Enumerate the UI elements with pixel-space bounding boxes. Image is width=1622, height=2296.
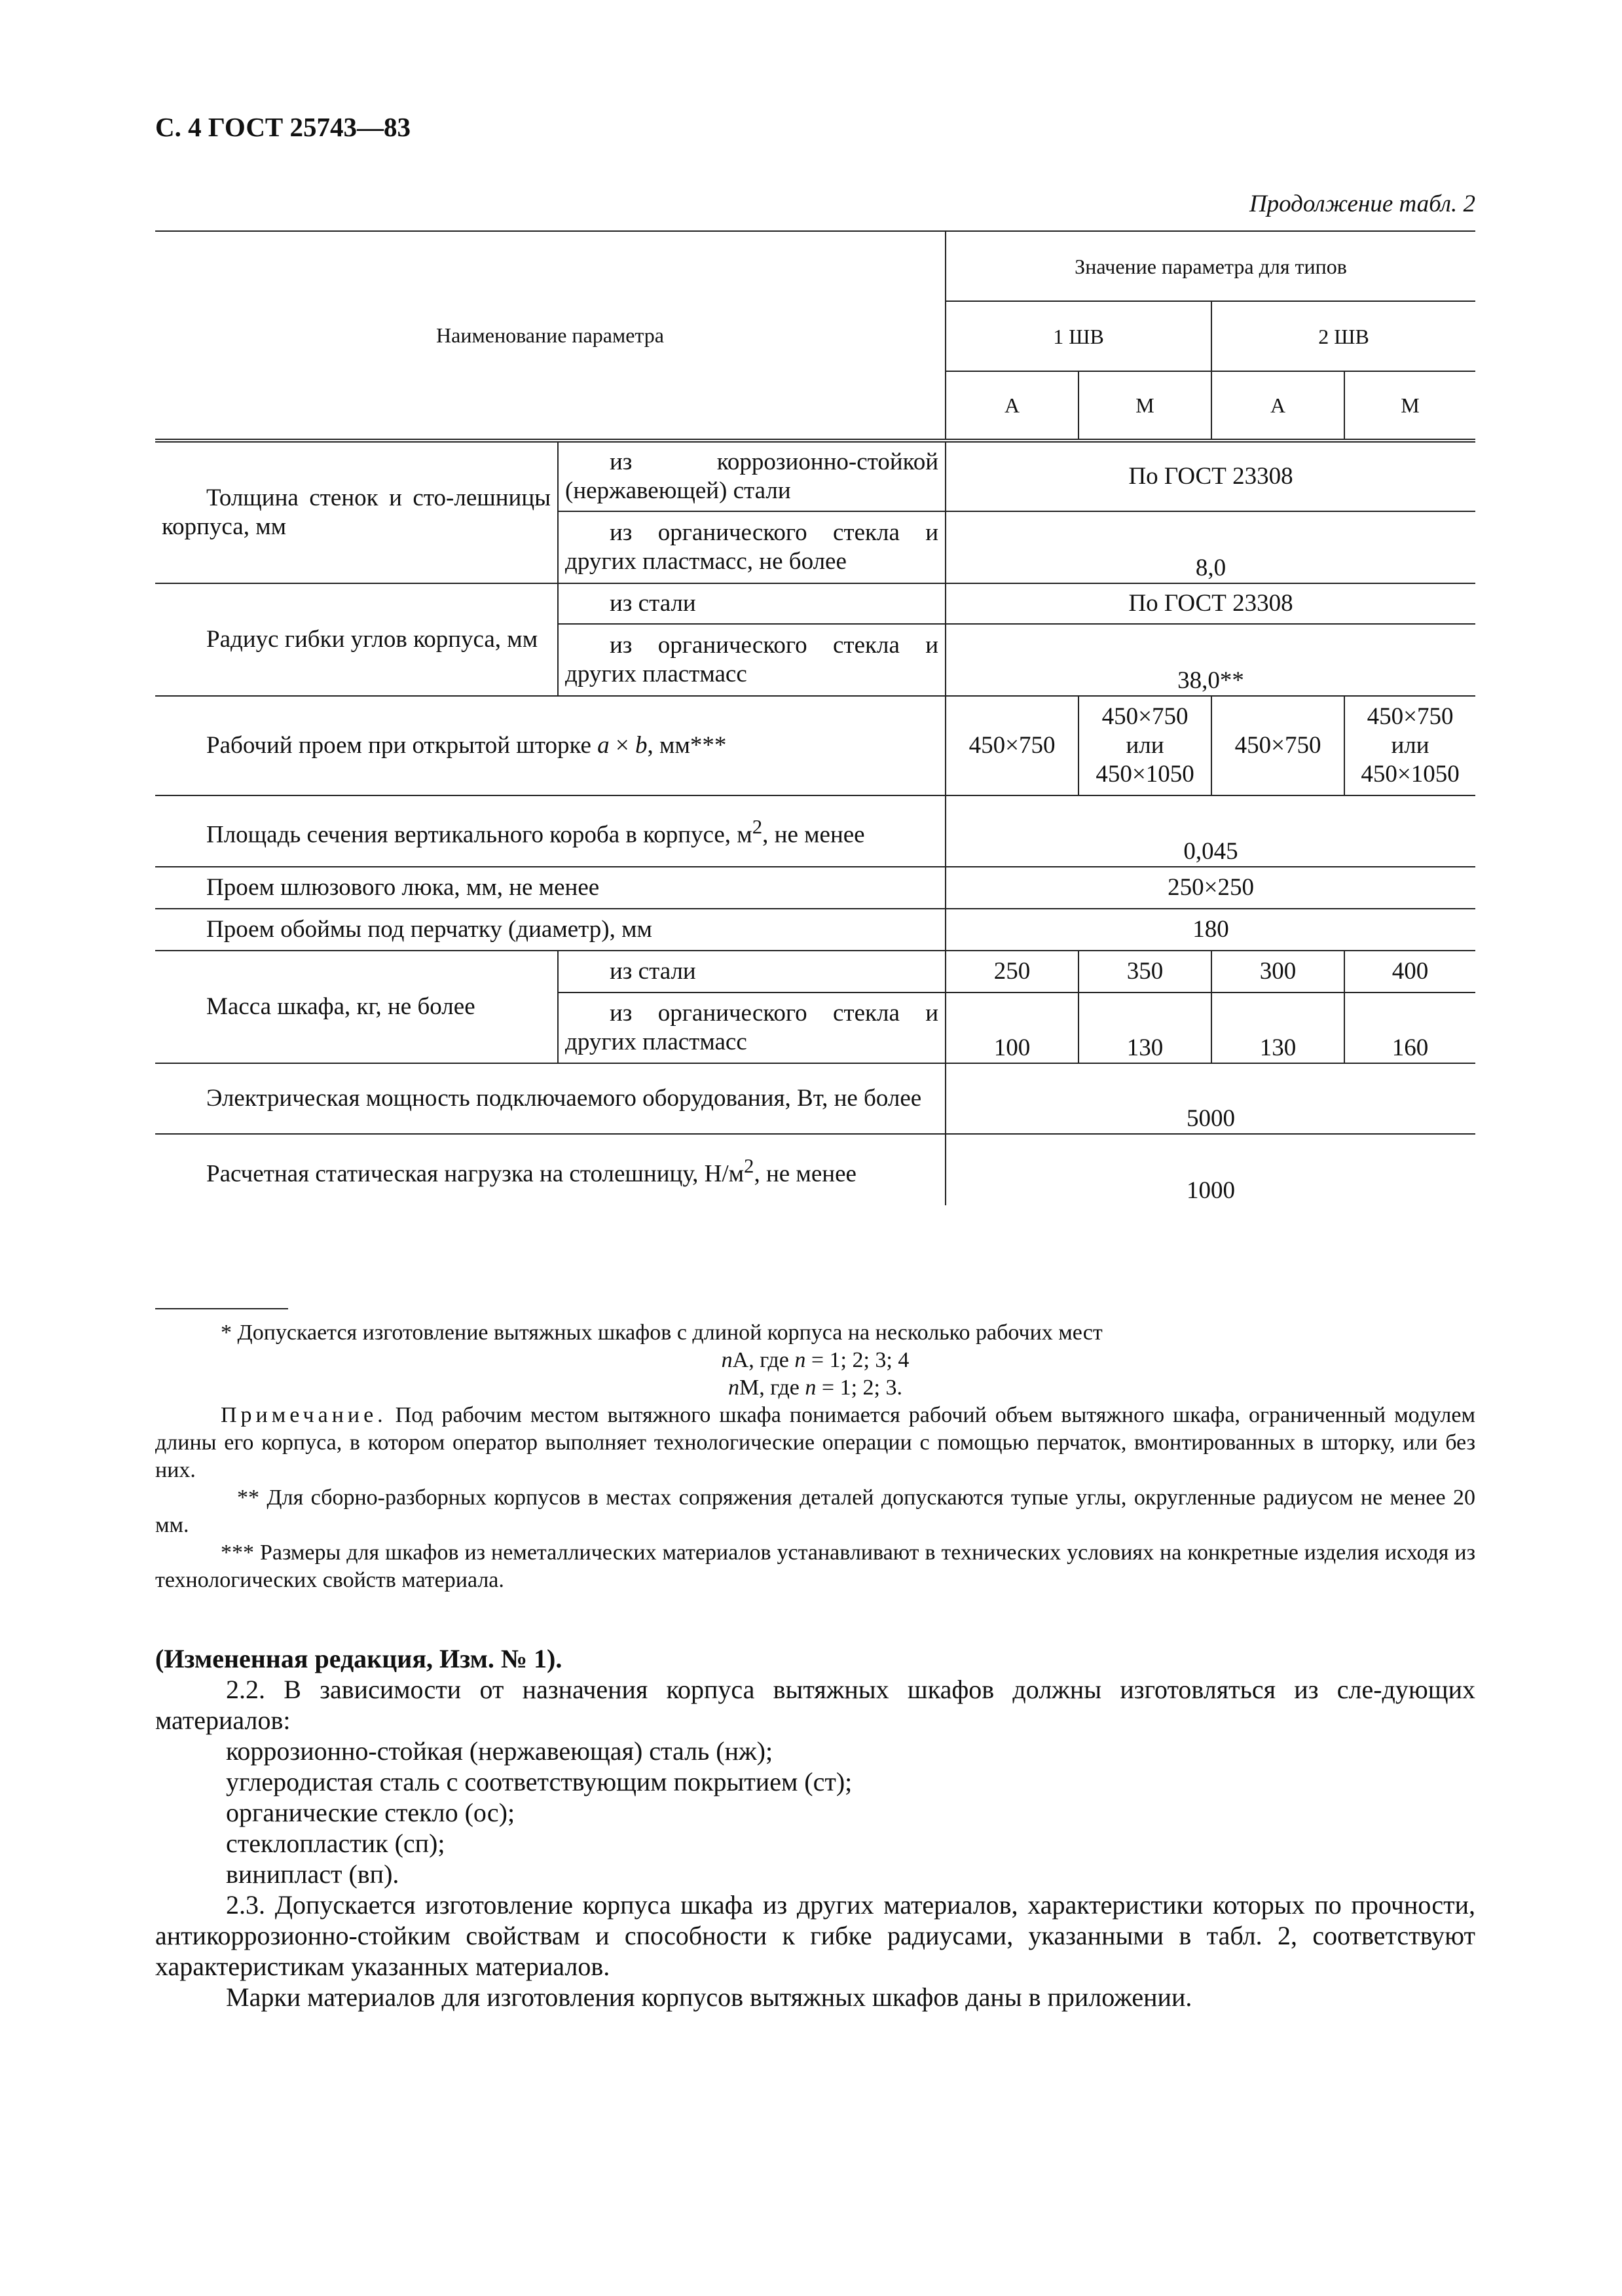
row-value: 130	[1078, 993, 1211, 1063]
body-text	[155, 1643, 1475, 2013]
material-item: винипласт (вп).	[226, 1859, 399, 1889]
row-value: 0,045	[946, 795, 1475, 867]
row-value: 5000	[946, 1063, 1475, 1134]
row-sublabel: из коррозионно-стойкой (нержавеющей) стали	[558, 441, 946, 511]
row-label-mass: Масса шкафа, кг, не более	[155, 951, 558, 1063]
footnote-note: Примечание. Под рабочим местом вытяжного шкафа понимается рабочий объем вытяжного шкафа, ограниченный модулем длины его корпуса, в котором оператор выполняет технологические операции с помощью перчаток, вмонтированных в шторку, или без них.	[155, 1403, 1475, 1482]
row-value: 300	[1211, 951, 1344, 993]
row-value: По ГОСТ 23308	[946, 583, 1475, 624]
row-value: 450×750 или 450×1050	[1344, 696, 1475, 795]
material-item: органические стекло (ос);	[226, 1798, 515, 1827]
row-value: 250×250	[946, 867, 1475, 909]
row-value: 450×750 или 450×1050	[1078, 696, 1211, 795]
row-sublabel: из органического стекла и других пластмасс	[558, 993, 946, 1063]
column-header-sub: М	[1344, 371, 1475, 441]
table-continuation-label: Продолжение табл. 2	[1249, 191, 1475, 217]
row-value: 38,0**	[946, 624, 1475, 696]
row-label-duct-area: Площадь сечения вертикального короба в корпусе, $м^2$, не менее	[155, 795, 946, 867]
revision-note: (Измененная редакция, Изм. № 1).	[155, 1644, 562, 1673]
row-value: 100	[946, 993, 1078, 1063]
row-sublabel: из стали	[558, 583, 946, 624]
column-header-sub: М	[1078, 371, 1211, 441]
footnote-divider	[155, 1308, 288, 1309]
row-value: 8,0	[946, 511, 1475, 583]
row-label-load: Расчетная статическая нагрузка на столешницу, $Н/м^2$, не менее	[155, 1134, 946, 1205]
row-value: 250	[946, 951, 1078, 993]
row-value: 400	[1344, 951, 1475, 993]
row-value: 180	[946, 909, 1475, 951]
column-header-param: Наименование параметра	[155, 231, 946, 441]
row-sublabel: из органического стекла и других пластмасс, не более	[558, 511, 946, 583]
row-value: 160	[1344, 993, 1475, 1063]
row-label-glove-port: Проем обоймы под перчатку (диаметр), мм	[155, 909, 946, 951]
column-header-type1: 1 ШВ	[946, 301, 1211, 371]
footnote-2: ** Для сборно-разборных корпусов в местах сопряжения деталей допускаются тупые углы, округленные радиусом не менее 20 мм.	[155, 1485, 1475, 1537]
row-label-power: Электрическая мощность подключаемого оборудования, Вт, не более	[155, 1063, 946, 1134]
row-value: 130	[1211, 993, 1344, 1063]
row-value: По ГОСТ 23308	[946, 441, 1475, 511]
footnote-1: * Допускается изготовление вытяжных шкафов с длиной корпуса на несколько рабочих мест	[221, 1321, 1103, 1345]
paragraph-2-2: 2.2. В зависимости от назначения корпуса вытяжных шкафов должны изготовляться из сле-дующих материалов:	[155, 1675, 1475, 1735]
footnote-1-line-a: nА, где n = 1; 2; 3; 4	[721, 1348, 910, 1372]
footnote-3: *** Размеры для шкафов из неметаллических материалов устанавливают в технических условиях на конкретные изделия исходя из технологических свойств материала.	[155, 1540, 1475, 1592]
row-label-wall-thickness: Толщина стенок и сто-лешницы корпуса, мм	[155, 441, 558, 583]
paragraph-materials-note: Марки материалов для изготовления корпусов вытяжных шкафов даны в приложении.	[226, 1982, 1192, 2012]
row-label-opening: Рабочий проем при открытой шторке a × b, мм***	[155, 696, 946, 795]
parameters-table	[155, 230, 1475, 1205]
column-header-type2: 2 ШВ	[1211, 301, 1475, 371]
row-value: 450×750	[946, 696, 1078, 795]
row-sublabel: из органического стекла и других пластмасс	[558, 624, 946, 696]
footnote-1-line-m: nМ, где n = 1; 2; 3.	[728, 1376, 902, 1400]
footnotes	[155, 1319, 1475, 1594]
row-value: 350	[1078, 951, 1211, 993]
row-label-airlock: Проем шлюзового люка, мм, не менее	[155, 867, 946, 909]
row-label-bend-radius: Радиус гибки углов корпуса, мм	[155, 583, 558, 696]
column-header-sub: А	[1211, 371, 1344, 441]
page-header: С. 4 ГОСТ 25743—83	[155, 112, 411, 142]
column-header-sub: А	[946, 371, 1078, 441]
row-value: 450×750	[1211, 696, 1344, 795]
paragraph-2-3: 2.3. Допускается изготовление корпуса шкафа из других материалов, характеристики которых по прочности, антикоррозионно-стойким свойствам и способности к гибке радиусами, указанными в табл. 2, соответствуют характеристикам указанных материалов.	[155, 1890, 1475, 1981]
material-item: коррозионно-стойкая (нержавеющая) сталь (нж);	[226, 1736, 773, 1766]
material-item: углеродистая сталь с соответствующим покрытием (ст);	[226, 1767, 853, 1796]
row-value: 1000	[1187, 1177, 1236, 1204]
material-item: стеклопластик (сп);	[226, 1829, 445, 1858]
row-sublabel: из стали	[558, 951, 946, 993]
column-header-values: Значение параметра для типов	[946, 231, 1475, 301]
